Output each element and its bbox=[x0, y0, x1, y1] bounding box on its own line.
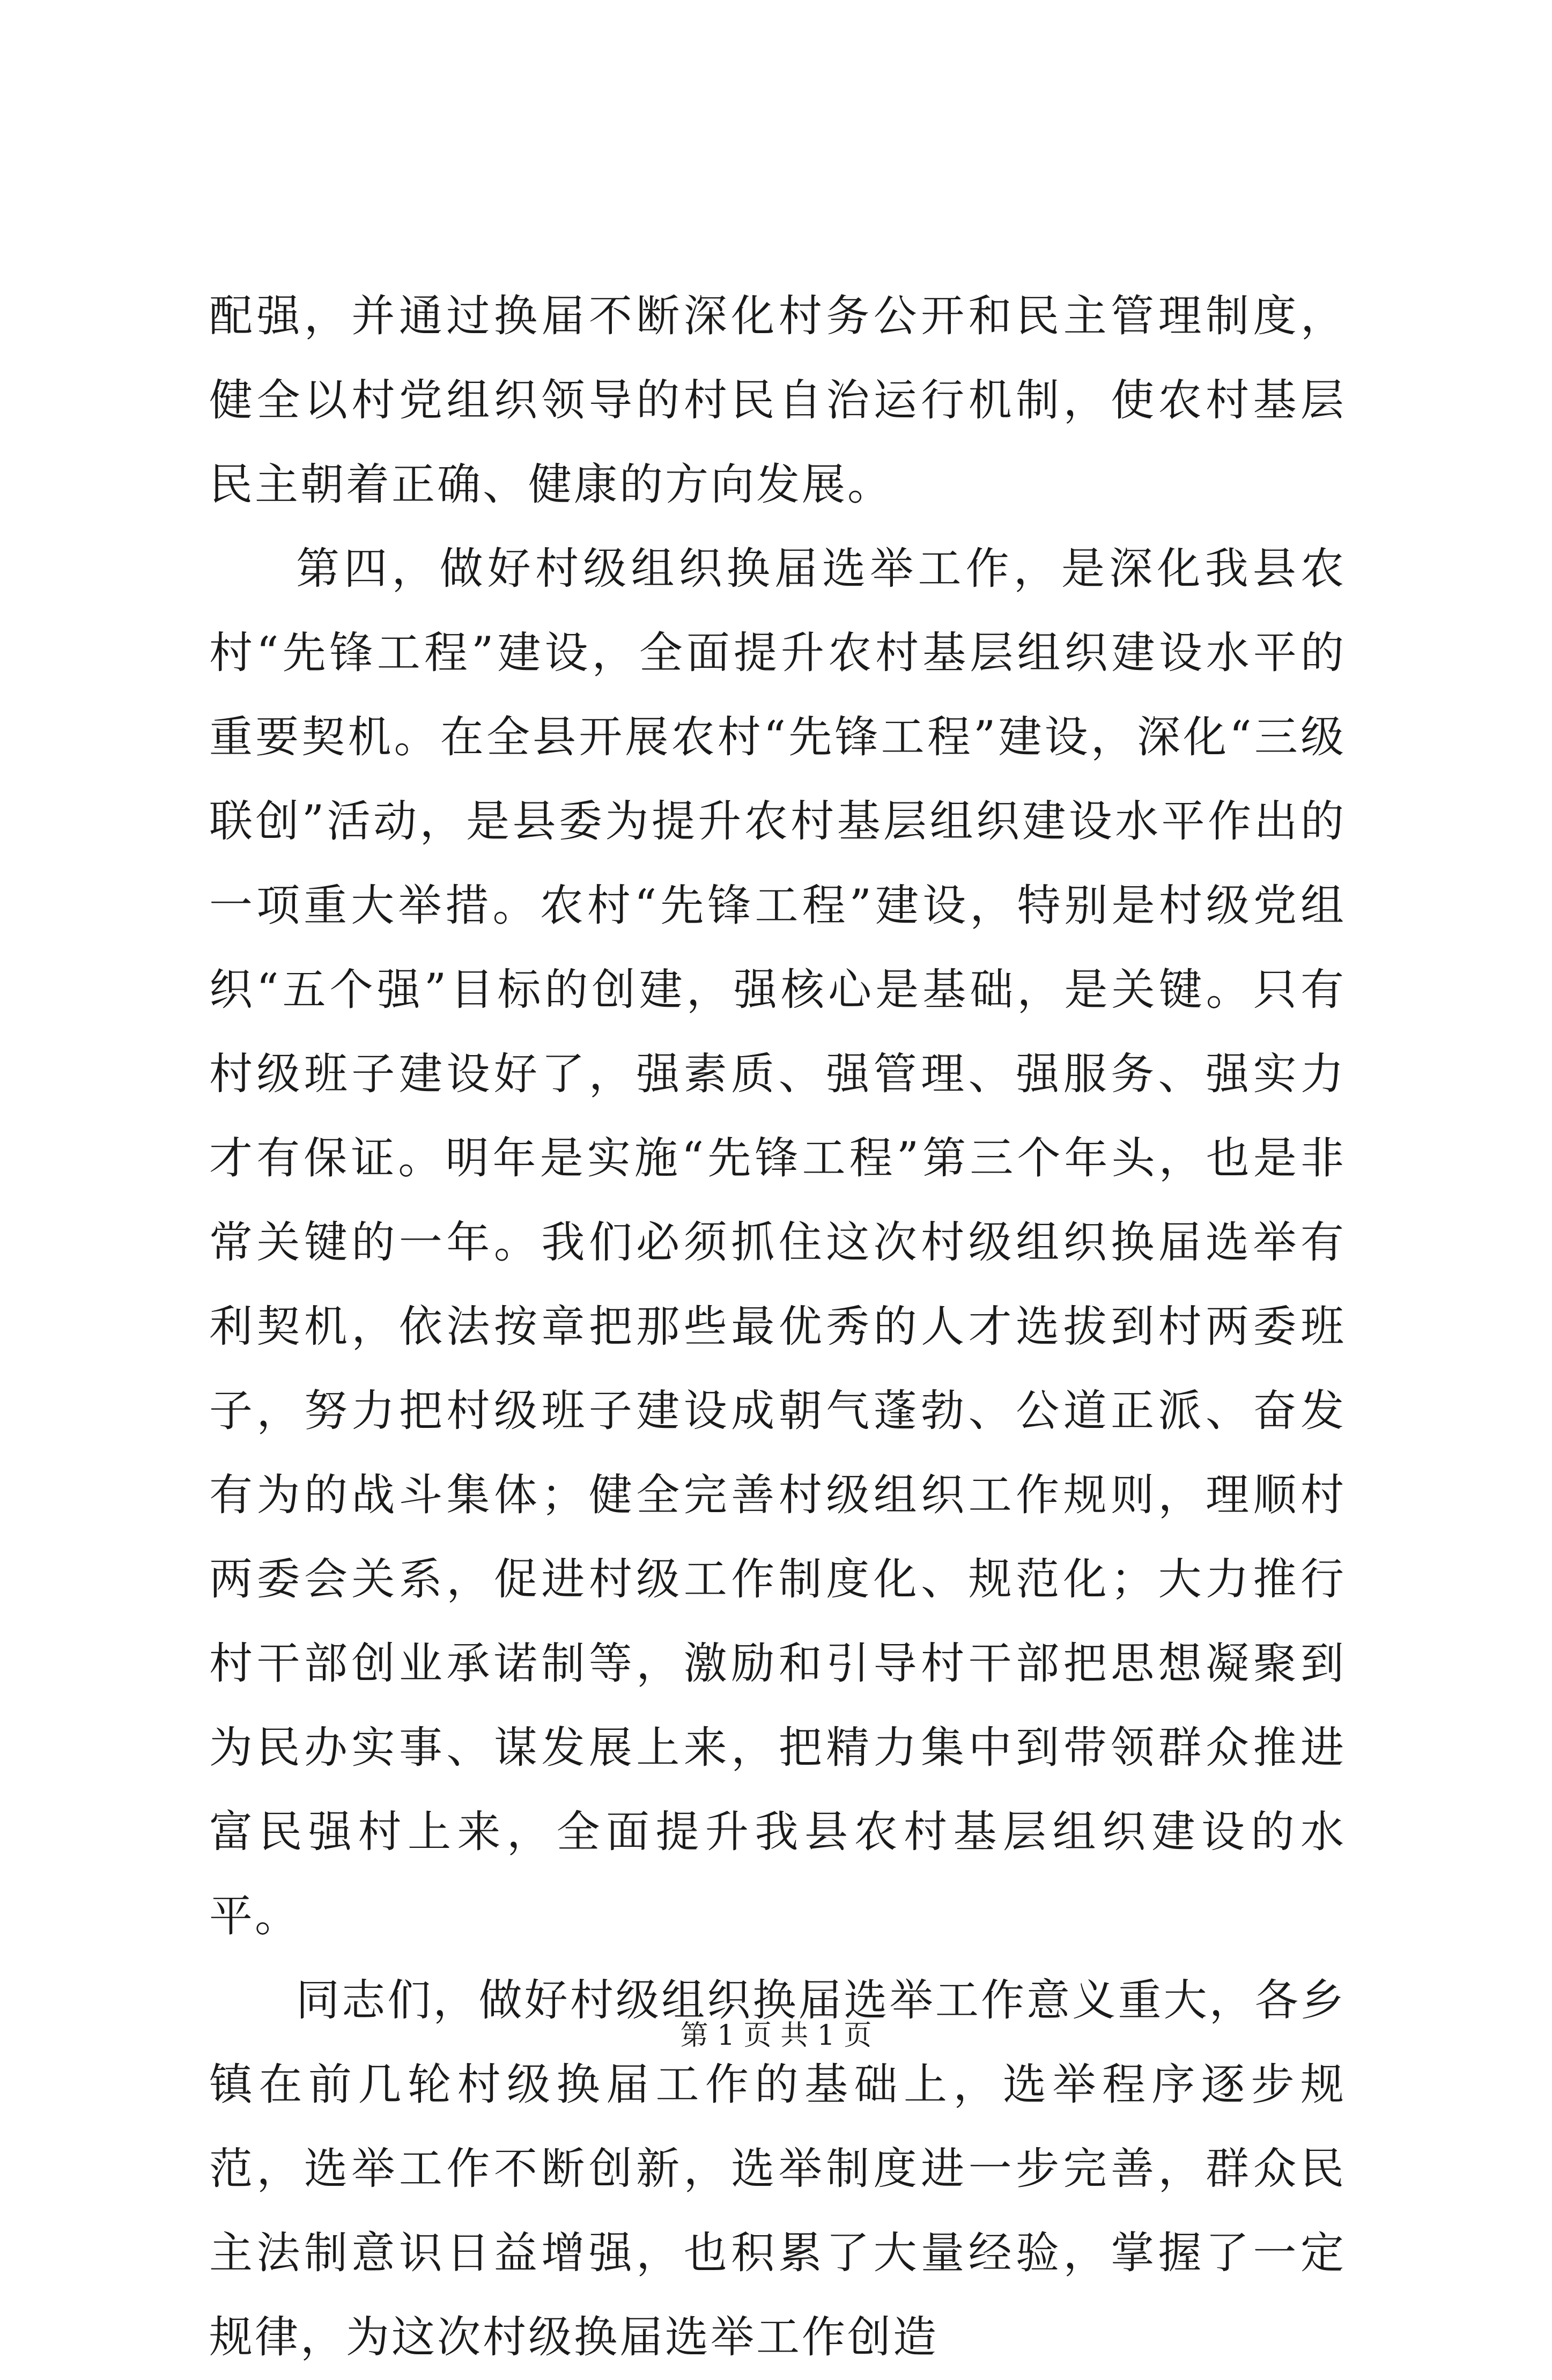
paragraph-3: 同志们，做好村级组织换届选举工作意义重大，各乡镇在前几轮村级换届工作的基础上，选举程序逐步规范，选举工作不断创新，选举制度进一步完善，群众民主法制意识日益增强，也积累了大量经验，掌握了一定规律，为这次村级换届选举工作创造 bbox=[209, 1976, 1346, 2363]
paragraph-1: 配强，并通过换届不断深化村务公开和民主管理制度，健全以村党组织领导的村民自治运行机制，使农村基层民主朝着正确、健康的方向发展。 bbox=[209, 291, 1346, 510]
page-footer: 第 1 页 共 1 页 bbox=[680, 2020, 872, 2052]
paragraph-2: 第四，做好村级组织换届选举工作，是深化我县农村“先锋工程”建设，全面提升农村基层组织建设水平的重要契机。在全县开展农村“先锋工程”建设，深化“三级联创”活动，是县委为提升农村基层组织建设水平作出的一项重大举措。农村“先锋工程”建设，特别是村级党组织“五个强”目标的创建，强核心是基础，是关键。只有村级班子建设好了，强素质、强管理、强服务、强实力才有保证。明年是实施“先锋工程”第三个年头，也是非常关键的一年。我们必须抓住这次村级组织换届选举有利契机，依法按章把那些最优秀的人才选拔到村两委班子，努力把村级班子建设成朝气蓬勃、公道正派、奋发有为的战斗集体；健全完善村级组织工作规则，理顺村两委会关系，促进村级工作制度化、规范化；大力推行村干部创业承诺制等，激励和引导村干部把思想凝聚到为民办实事、谋发展上来，把精力集中到带领群众推进富民强村上来，全面提升我县农村基层组织建设的水平。 bbox=[209, 544, 1346, 1942]
document-body bbox=[209, 275, 1346, 2380]
